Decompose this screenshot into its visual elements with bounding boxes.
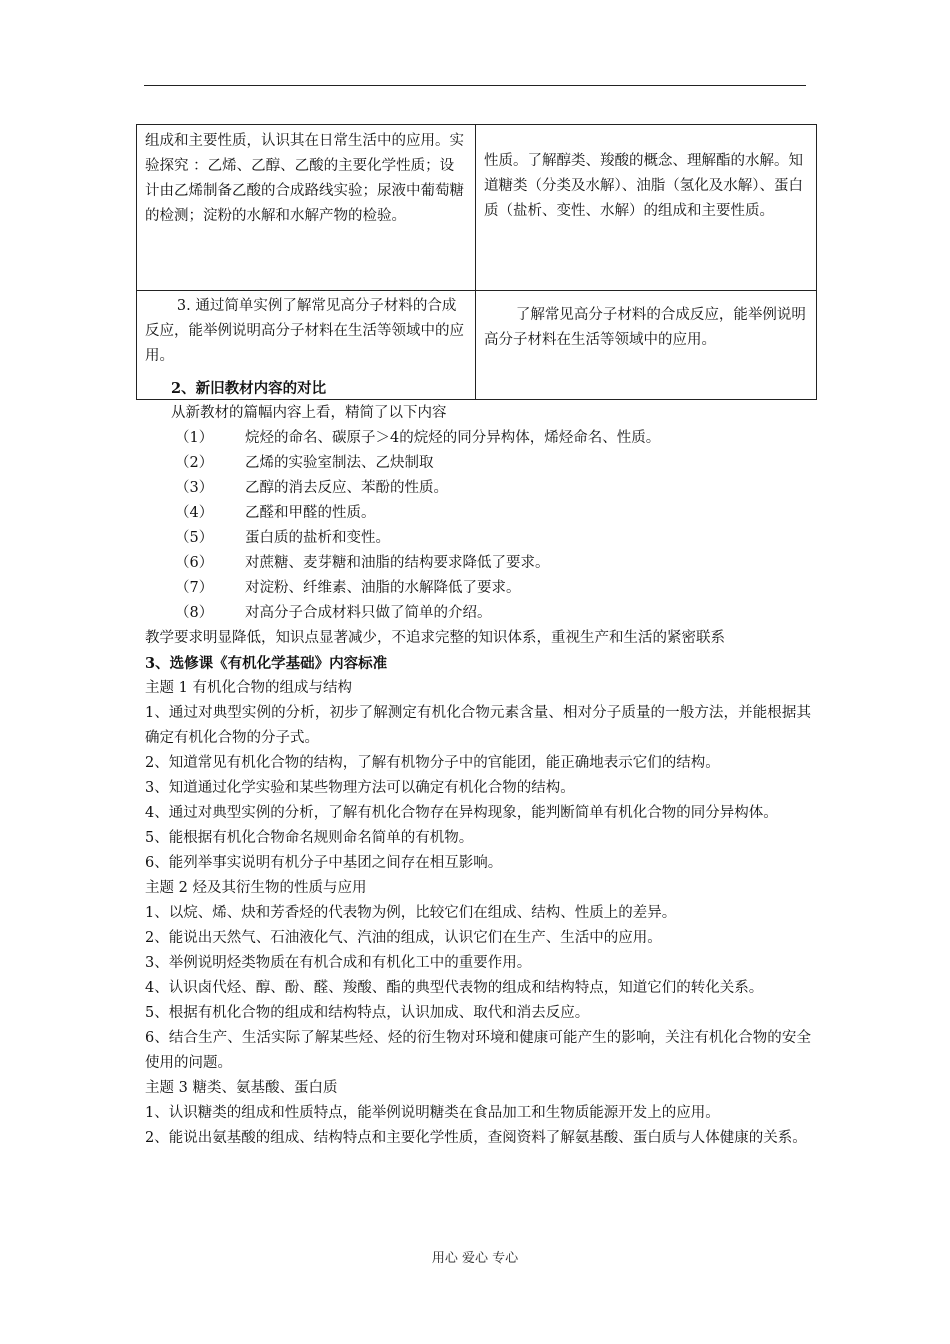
theme-title: 主题 3 糖类、氨基酸、蛋白质 [145, 1080, 338, 1096]
summary-paragraph: 教学要求明显降低，知识点显著减少，不追求完整的知识体系，重视生产和生活的紧密联系 [145, 630, 725, 646]
list-item [145, 426, 811, 451]
section-heading: 3、选修课《有机化学基础》内容标准 [145, 655, 388, 672]
list-item [145, 501, 811, 526]
item-text: 对淀粉、纤维素、油脂的水解降低了要求。 [245, 580, 521, 596]
table-cell: 3. 通过简单实例了解常见高分子材料的合成反应，能举例说明高分子材料在生活等领域中的应用。 [137, 291, 476, 400]
paragraph: 2、能说出氨基酸的组成、结构特点和主要化学性质，查阅资料了解氨基酸、蛋白质与人体健康的关系。 [145, 1130, 807, 1146]
page-footer: 用心 爱心 专心 [431, 1251, 519, 1266]
paragraph: 3、举例说明烃类物质在有机合成和有机化工中的重要作用。 [145, 955, 532, 971]
table-cell: 性质。了解醇类、羧酸的概念、理解酯的水解。知道糖类（分类及水解）、油脂（氢化及水解）、蛋白质（盐析、变性、水解）的组成和主要性质。 [476, 125, 817, 291]
comparison-table [136, 124, 817, 400]
paragraph: 4、认识卤代烃、醇、酚、醛、羧酸、酯的典型代表物的组成和结构特点，知道它们的转化关系。 [145, 980, 764, 996]
item-number: （4） [175, 505, 214, 521]
item-text: 蛋白质的盐析和变性。 [245, 530, 390, 546]
item-number: （2） [175, 455, 214, 471]
paragraph: 5、根据有机化合物的组成和结构特点，认识加成、取代和消去反应。 [145, 1005, 590, 1021]
list-item [145, 551, 811, 576]
item-number: （1） [175, 430, 214, 446]
paragraph: 5、能根据有机化合物命名规则命名简单的有机物。 [145, 830, 474, 846]
item-number: （7） [175, 580, 214, 596]
item-text: 烷烃的命名、碳原子＞4的烷烃的同分异构体，烯烃命名、性质。 [245, 430, 661, 446]
paragraph: 1、认识糖类的组成和性质特点，能举例说明糖类在食品加工和生物质能源开发上的应用。 [145, 1105, 720, 1121]
paragraph: 3、知道通过化学实验和某些物理方法可以确定有机化合物的结构。 [145, 780, 575, 796]
item-number: （8） [175, 605, 214, 621]
item-number: （3） [175, 480, 214, 496]
item-number: （5） [175, 530, 214, 546]
item-text: 对蔗糖、麦芽糖和油脂的结构要求降低了要求。 [245, 555, 550, 571]
paragraph: 4、通过对典型实例的分析，了解有机化合物存在异构现象，能判断简单有机化合物的同分异构体。 [145, 805, 778, 821]
item-text: 乙烯的实验室制法、乙炔制取 [245, 455, 434, 471]
item-text: 对高分子合成材料只做了简单的介绍。 [245, 605, 492, 621]
table-cell: 了解常见高分子材料的合成反应，能举例说明高分子材料在生活等领域中的应用。 [476, 291, 817, 400]
theme-title: 主题 1 有机化合物的组成与结构 [145, 680, 352, 696]
paragraph: 6、能列举事实说明有机分子中基团之间存在相互影响。 [145, 855, 503, 871]
item-text: 乙醛和甲醛的性质。 [245, 505, 376, 521]
item-number: （6） [175, 555, 214, 571]
paragraph: 2、能说出天然气、石油液化气、汽油的组成，认识它们在生产、生活中的应用。 [145, 930, 662, 946]
list-item [145, 526, 811, 551]
header-rule [144, 85, 806, 86]
list-item [145, 601, 811, 626]
section-intro: 从新教材的篇幅内容上看，精简了以下内容 [171, 405, 447, 421]
section-heading: 2、新旧教材内容的对比 [171, 380, 327, 397]
list-item [145, 576, 811, 601]
paragraph: 1、以烷、烯、炔和芳香烃的代表物为例，比较它们在组成、结构、性质上的差异。 [145, 905, 677, 921]
paragraph: 2、知道常见有机化合物的结构，了解有机物分子中的官能团，能正确地表示它们的结构。 [145, 755, 720, 771]
item-text: 乙醇的消去反应、苯酚的性质。 [245, 480, 448, 496]
list-item [145, 451, 811, 476]
theme-title: 主题 2 烃及其衍生物的性质与应用 [145, 880, 367, 896]
paragraph: 1、通过对典型实例的分析，初步了解测定有机化合物元素含量、相对分子质量的一般方法，并能根据其确定有机化合物的分子式。 [145, 705, 811, 746]
document-body [145, 376, 811, 1151]
table-row [137, 125, 817, 291]
list-item [145, 476, 811, 501]
table-cell: 组成和主要性质，认识其在日常生活中的应用。实验探究 ：乙烯、乙醇、乙酸的主要化学性质；设计由乙烯制备乙酸的合成路线实验；尿液中葡萄糖的检测；淀粉的水解和水解产物的检验。 [137, 125, 476, 291]
paragraph: 6、结合生产、生活实际了解某些烃、烃的衍生物对环境和健康可能产生的影响，关注有机化合物的安全使用的问题。 [145, 1030, 811, 1071]
